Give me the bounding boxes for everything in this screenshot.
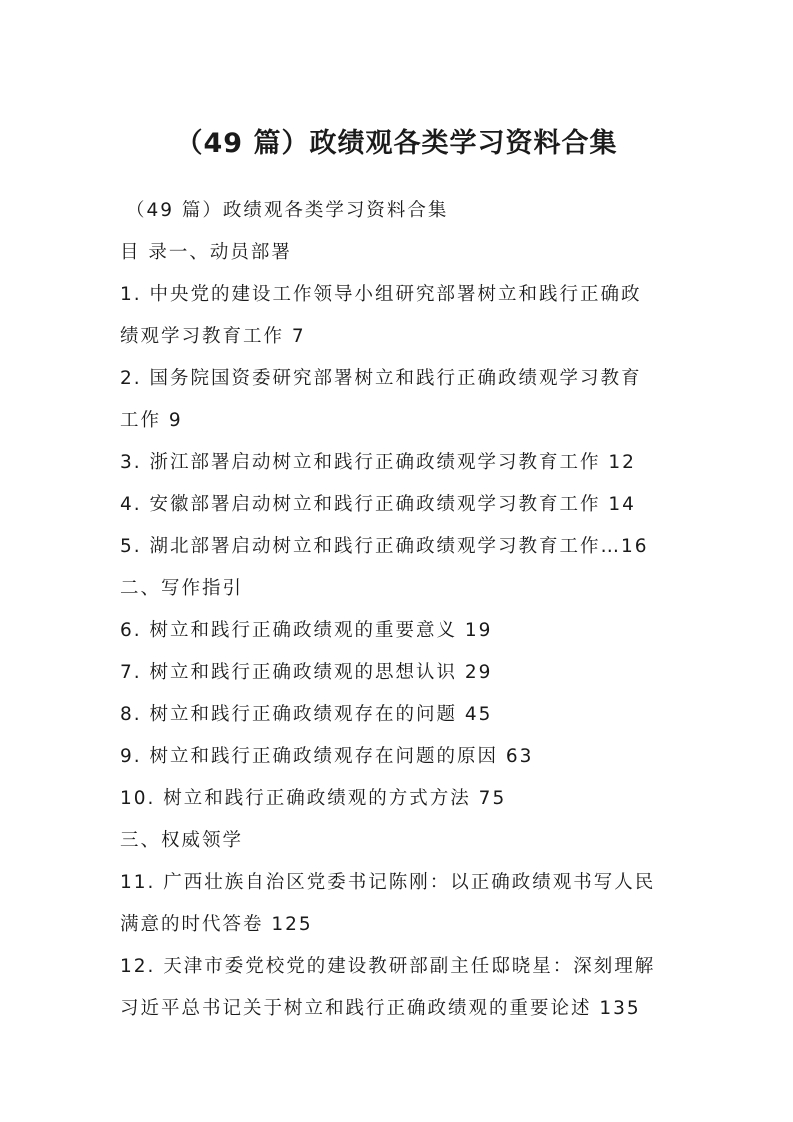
toc-body	[120, 190, 680, 1030]
toc-entry-line: 习近平总书记关于树立和践行正确政绩观的重要论述 135	[120, 998, 641, 1019]
toc-entry-line: 9. 树立和践行正确政绩观存在问题的原因 63	[120, 746, 534, 767]
toc-section-heading: 二、写作指引	[120, 578, 244, 599]
toc-entry-line: 8. 树立和践行正确政绩观存在的问题 45	[120, 704, 493, 725]
subtitle-line: （49 篇）政绩观各类学习资料合集	[126, 200, 449, 221]
toc-entry-line: 7. 树立和践行正确政绩观的思想认识 29	[120, 662, 493, 683]
toc-entry-line: 工作 9	[120, 410, 183, 431]
toc-entry-line: 11. 广西壮族自治区党委书记陈刚：以正确政绩观书写人民	[120, 872, 656, 893]
toc-entry-line: 2. 国务院国资委研究部署树立和践行正确政绩观学习教育	[120, 368, 642, 389]
toc-section-heading: 三、权威领学	[120, 830, 244, 851]
toc-entry-line: 10. 树立和践行正确政绩观的方式方法 75	[120, 788, 507, 809]
toc-entry-line: 6. 树立和践行正确政绩观的重要意义 19	[120, 620, 493, 641]
toc-entry-line: 12. 天津市委党校党的建设教研部副主任邸晓星：深刻理解	[120, 956, 656, 977]
toc-heading-line: 目 录一、动员部署	[120, 242, 292, 263]
toc-entry-line: 4. 安徽部署启动树立和践行正确政绩观学习教育工作 14	[120, 494, 636, 515]
toc-entry-line: 5. 湖北部署启动树立和践行正确政绩观学习教育工作…16	[120, 536, 649, 557]
toc-entry-line: 满意的时代答卷 125	[120, 914, 313, 935]
toc-entry-line: 3. 浙江部署启动树立和践行正确政绩观学习教育工作 12	[120, 452, 636, 473]
document-title: （49 篇）政绩观各类学习资料合集	[175, 128, 618, 159]
toc-entry-line: 1. 中央党的建设工作领导小组研究部署树立和践行正确政	[120, 284, 642, 305]
toc-entry-line: 绩观学习教育工作 7	[120, 326, 306, 347]
